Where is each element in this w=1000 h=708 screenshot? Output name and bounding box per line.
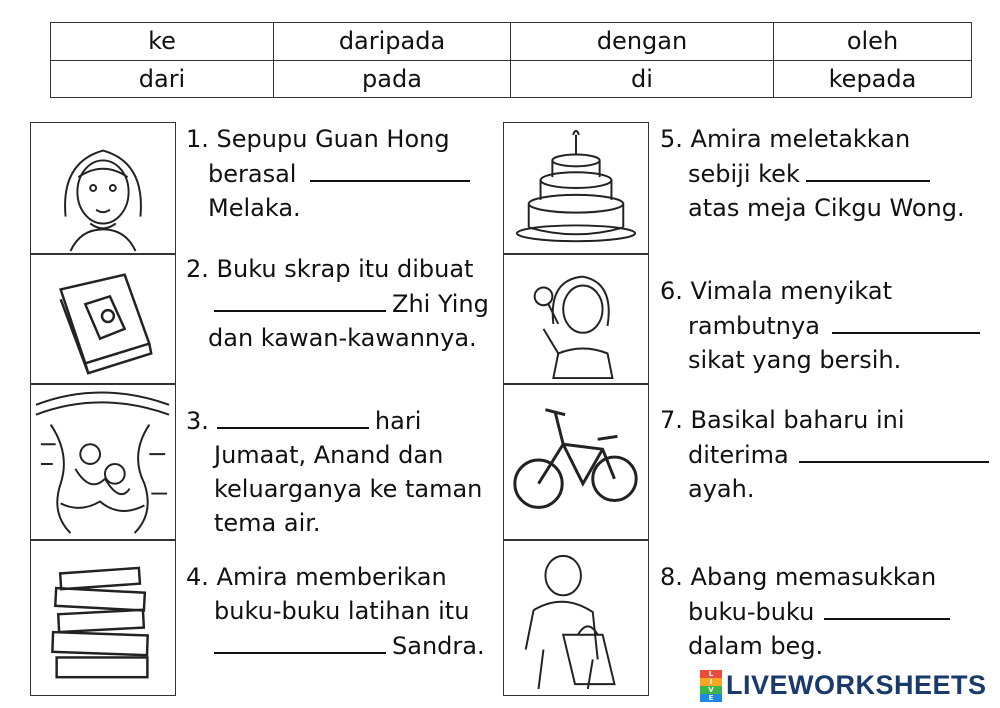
- q4-answer-blank[interactable]: [214, 628, 386, 654]
- q7-answer-blank[interactable]: [799, 437, 989, 463]
- word-daripada: daripada: [274, 23, 511, 61]
- q8-number: 8.: [660, 563, 683, 591]
- stack-of-books-image: [30, 540, 176, 696]
- q7-text-c: ayah.: [688, 475, 755, 503]
- q4-text-a: Amira memberikan: [216, 563, 447, 591]
- word-pada: pada: [274, 60, 511, 98]
- word-dari: dari: [51, 60, 274, 98]
- q2-text-a: Buku skrap itu dibuat: [216, 255, 474, 283]
- q6-text-c: sikat yang bersih.: [688, 346, 902, 374]
- q1-text-a: Sepupu Guan Hong: [216, 125, 450, 153]
- q8-answer-blank[interactable]: [824, 594, 950, 620]
- logo-badge-icon: [700, 670, 722, 700]
- word-oleh: oleh: [774, 23, 972, 61]
- question-1: [186, 122, 476, 225]
- q6-number: 6.: [660, 277, 683, 305]
- q2-text-b: Zhi Ying: [392, 290, 489, 318]
- question-5: [660, 122, 965, 225]
- liveworksheets-logo: [700, 668, 987, 702]
- q8-text-a: Abang memasukkan: [690, 563, 937, 591]
- q6-text-b: rambutnya: [688, 312, 820, 340]
- q8-text-c: dalam beg.: [688, 632, 824, 660]
- question-4: [186, 560, 485, 663]
- boy-packing-bag-image: [503, 540, 649, 696]
- logo-text: LIVEWORKSHEETS: [726, 669, 987, 700]
- q2-number: 2.: [186, 255, 209, 283]
- water-park-image: [30, 384, 176, 540]
- q5-text-a: Amira meletakkan: [690, 125, 911, 153]
- q6-text-a: Vimala menyikat: [690, 277, 893, 305]
- word-ke: ke: [51, 23, 274, 61]
- q4-number: 4.: [186, 563, 209, 591]
- girl-portrait-image: [30, 122, 176, 254]
- q1-answer-blank[interactable]: [310, 156, 470, 182]
- q7-text-b: diterima: [688, 441, 789, 469]
- scrapbook-image: [30, 254, 176, 384]
- question-7: [660, 403, 995, 506]
- q3-text-b: Jumaat, Anand dan: [214, 441, 444, 469]
- q8-text-b: buku-buku: [688, 598, 815, 626]
- badge-letter-i: I: [700, 678, 722, 686]
- q2-text-c: dan kawan-kawannya.: [208, 324, 477, 352]
- badge-letter-l: L: [700, 670, 722, 678]
- word-bank-row-1: [51, 23, 972, 61]
- q5-text-c: atas meja Cikgu Wong.: [688, 194, 965, 222]
- question-3: [186, 403, 482, 540]
- q1-number: 1.: [186, 125, 209, 153]
- word-bank-row-2: [51, 60, 972, 98]
- q1-text-b: berasal: [208, 160, 297, 188]
- badge-letter-e: E: [700, 694, 722, 702]
- q7-number: 7.: [660, 406, 683, 434]
- q3-text-d: tema air.: [214, 509, 321, 537]
- word-kepada: kepada: [774, 60, 972, 98]
- badge-letter-v: V: [700, 686, 722, 694]
- q4-text-b: buku-buku latihan itu: [214, 597, 470, 625]
- q3-number: 3.: [186, 407, 209, 435]
- birthday-cake-image: [503, 122, 649, 254]
- q3-text-c: keluarganya ke taman: [214, 475, 483, 503]
- question-8: [660, 560, 956, 663]
- q3-text-a: hari: [374, 407, 422, 435]
- q7-text-a: Basikal baharu ini: [690, 406, 905, 434]
- q5-number: 5.: [660, 125, 683, 153]
- question-6: [660, 274, 986, 377]
- word-di: di: [511, 60, 774, 98]
- bicycle-image: [503, 384, 649, 540]
- q4-text-c: Sandra.: [392, 632, 485, 660]
- word-bank-table: [50, 22, 972, 98]
- word-dengan: dengan: [511, 23, 774, 61]
- q5-text-b: sebiji kek: [688, 160, 800, 188]
- q3-answer-blank[interactable]: [217, 403, 369, 429]
- q2-answer-blank[interactable]: [214, 286, 386, 312]
- q5-answer-blank[interactable]: [806, 156, 930, 182]
- q1-text-c: Melaka.: [208, 194, 301, 222]
- question-2: [186, 252, 489, 355]
- q6-answer-blank[interactable]: [832, 308, 980, 334]
- girl-combing-hair-image: [503, 254, 649, 384]
